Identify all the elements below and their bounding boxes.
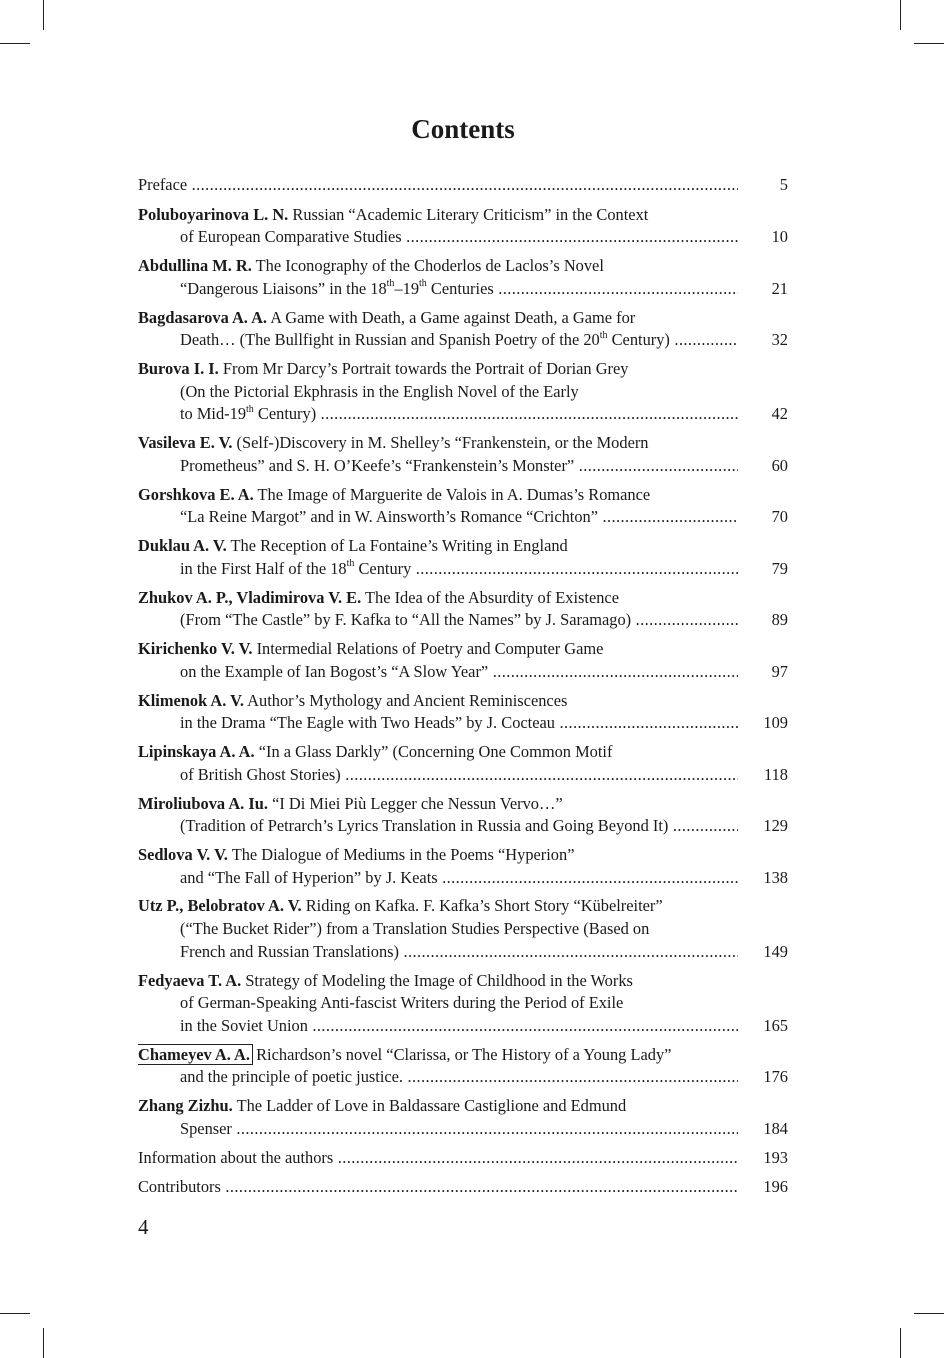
toc-entry-line: [138, 661, 738, 684]
toc-page-number: 42: [771, 404, 788, 424]
toc-title-text: From Mr Darcy’s Portrait towards the Portrait of Dorian Grey: [222, 359, 629, 379]
crop-mark: [0, 43, 30, 44]
toc-title-text: Spenser: [180, 1118, 232, 1138]
toc-entry[interactable]: [138, 587, 788, 632]
toc-entry-line: [138, 535, 738, 558]
toc-page-number: 89: [771, 610, 788, 630]
toc-author: Klimenok A. V.: [138, 690, 244, 710]
toc-page-number: 97: [771, 661, 788, 681]
toc-title-text: Richardson’s novel “Clarissa, or The History of a Young Lady”: [256, 1044, 672, 1064]
toc-title-text: Death… (The Bullfight in Russian and Spanish Poetry of the 20th Century): [180, 329, 670, 350]
toc-entry-line: [138, 867, 738, 890]
toc-entry-line: [138, 329, 738, 352]
toc-title-text: Strategy of Modeling the Image of Childhood in the Works: [245, 970, 633, 990]
toc-author: Bagdasarova A. A.: [138, 307, 268, 327]
page-title: Contents: [411, 114, 515, 144]
toc-entry-line: [138, 255, 738, 278]
toc-entry-line: [138, 381, 738, 404]
toc-title-text: The Image of Marguerite de Valois in A. Dumas’s Romance: [257, 484, 651, 504]
toc-title-text: “In a Glass Darkly” (Concerning One Common Motif: [258, 742, 613, 762]
toc-title-text: of European Comparative Studies: [180, 227, 402, 247]
toc-entry[interactable]: [138, 255, 788, 300]
toc-title-text: on the Example of Ian Bogost’s “A Slow Year”: [180, 661, 489, 681]
toc-entry-line: [138, 455, 738, 478]
toc-title-text: Riding on Kafka. F. Kafka’s Short Story “Kübelreiter”: [305, 896, 663, 916]
toc-entry[interactable]: [138, 1095, 788, 1140]
crop-mark: [43, 0, 44, 30]
toc-entry-line: [138, 793, 738, 816]
toc-title-text: “Dangerous Liaisons” in the 18th–19th Centuries: [180, 278, 494, 298]
toc-entry-line: [138, 1147, 738, 1170]
toc-entry[interactable]: [138, 484, 788, 529]
crop-mark: [0, 1313, 30, 1314]
toc-entry-line: [138, 278, 738, 301]
toc-entry-line: [138, 741, 738, 764]
toc-title-text: Contributors: [138, 1177, 221, 1197]
toc-page-number: 176: [763, 1067, 788, 1087]
toc-author: Utz P., Belobratov A. V.: [138, 896, 302, 916]
toc-entry[interactable]: [138, 535, 788, 580]
toc-entry[interactable]: [138, 895, 788, 963]
toc-entry[interactable]: [138, 690, 788, 735]
toc-author: Vasileva E. V.: [138, 433, 233, 453]
table-of-contents: [138, 174, 788, 1206]
toc-title-text: in the First Half of the 18th Century: [180, 558, 412, 578]
toc-page-number: 60: [771, 455, 788, 475]
crop-mark: [900, 0, 901, 30]
toc-page-number: 184: [763, 1118, 788, 1138]
toc-entry-line: [138, 587, 738, 610]
toc-author: Fedyaeva T. A.: [138, 970, 242, 990]
toc-entry-line: [138, 992, 738, 1015]
crop-mark: [914, 1313, 944, 1314]
toc-author: Burova I. I.: [138, 359, 219, 379]
toc-title-text: (From “The Castle” by F. Kafka to “All the Names” by J. Saramago): [180, 610, 632, 630]
toc-title-text: (Tradition of Petrarch’s Lyrics Translation in Russia and Going Beyond It): [180, 816, 669, 836]
toc-author: Zhang Zizhu.: [138, 1096, 233, 1116]
toc-entry-line: [138, 895, 738, 918]
crop-mark: [914, 43, 944, 44]
toc-page-number: 118: [764, 764, 788, 784]
toc-author: Lipinskaya A. A.: [138, 742, 255, 762]
toc-page-number: 165: [763, 1015, 788, 1035]
toc-title-text: The Reception of La Fontaine’s Writing in England: [230, 536, 568, 556]
toc-title-text: The Idea of the Absurdity of Existence: [365, 587, 619, 607]
crop-mark: [43, 1328, 44, 1358]
toc-entry[interactable]: [138, 844, 788, 889]
toc-author: Sedlova V. V.: [138, 845, 228, 864]
toc-title-text: A Game with Death, a Game against Death, a Game for: [270, 307, 636, 327]
toc-page-number: 129: [763, 816, 788, 836]
toc-title-text: to Mid-19th Century): [180, 403, 317, 424]
toc-title-text: in the Drama “The Eagle with Two Heads” by J. Cocteau: [180, 713, 555, 733]
toc-page-number: 149: [763, 941, 788, 961]
toc-title-text: “La Reine Margot” and in W. Ainsworth’s Romance “Crichton”: [180, 507, 599, 527]
toc-entry-line: [138, 609, 738, 632]
toc-entry[interactable]: [138, 970, 788, 1038]
toc-title-text: Information about the authors: [138, 1147, 334, 1167]
toc-entry-line: [138, 1015, 738, 1038]
toc-title-text: The Ladder of Love in Baldassare Castiglione and Edmund: [236, 1096, 627, 1116]
toc-entry-line: [138, 844, 738, 867]
toc-title-text: (“The Bucket Rider”) from a Translation Studies Perspective (Based on: [180, 919, 650, 939]
toc-author: Duklau A. V.: [138, 536, 227, 556]
toc-author: Kirichenko V. V.: [138, 639, 253, 659]
toc-title-text: “I Di Miei Più Legger che Nessun Vervo…”: [272, 793, 563, 813]
toc-entry-line: [138, 1095, 738, 1118]
toc-entry[interactable]: [138, 793, 788, 838]
toc-page-number: 70: [771, 507, 788, 527]
toc-title-text: Author’s Mythology and Ancient Reminiscences: [247, 690, 568, 710]
toc-entry-line: [138, 226, 738, 249]
toc-title-text: Russian “Academic Literary Criticism” in the Context: [292, 204, 649, 224]
toc-entry-line: [138, 432, 738, 455]
toc-title-text: of German-Speaking Anti-fascist Writers during the Period of Exile: [180, 993, 624, 1013]
toc-entry[interactable]: [138, 358, 788, 426]
toc-title-text: of British Ghost Stories): [180, 764, 341, 784]
toc-entry[interactable]: [138, 638, 788, 683]
toc-entry[interactable]: [138, 741, 788, 786]
toc-entry-line: [138, 358, 738, 381]
toc-page-number: 196: [763, 1177, 788, 1197]
toc-page-number: 21: [771, 278, 788, 298]
toc-entry-line: [138, 307, 738, 330]
toc-entry-line: [138, 403, 738, 426]
crop-mark: [900, 1328, 901, 1358]
toc-author: Gorshkova E. A.: [138, 484, 254, 504]
toc-entry-line: [138, 204, 738, 227]
toc-page-number: 32: [771, 330, 788, 350]
toc-entry-line: [138, 506, 738, 529]
toc-entry-line: [138, 690, 738, 713]
toc-title-text: The Dialogue of Mediums in the Poems “Hyperion”: [231, 845, 575, 864]
toc-entry[interactable]: [138, 1147, 788, 1170]
toc-entry[interactable]: [138, 1044, 788, 1089]
toc-entry[interactable]: [138, 307, 788, 352]
toc-entry[interactable]: [138, 174, 788, 197]
toc-entry-line: [138, 1066, 738, 1089]
toc-title-text: (Self-)Discovery in M. Shelley’s “Frankenstein, or the Modern: [236, 433, 649, 453]
toc-entry-line: [138, 558, 738, 581]
page-number: 4: [138, 1215, 149, 1239]
toc-entry-line: [138, 918, 738, 941]
toc-title-text: Preface: [138, 175, 188, 194]
toc-entry[interactable]: [138, 204, 788, 249]
toc-entry[interactable]: [138, 432, 788, 477]
toc-title-text: in the Soviet Union: [180, 1015, 308, 1035]
toc-entry-line: [138, 174, 738, 197]
toc-author: Chameyev A. A.: [138, 1044, 250, 1064]
toc-title-text: French and Russian Translations): [180, 941, 399, 961]
toc-page-number: 109: [763, 713, 788, 733]
toc-entry-line: [138, 484, 738, 507]
toc-page-number: 5: [779, 175, 788, 194]
toc-author: Miroliubova A. Iu.: [138, 793, 268, 813]
toc-entry-line: [138, 1176, 738, 1199]
toc-entry-line: [138, 941, 738, 964]
toc-title-text: and “The Fall of Hyperion” by J. Keats: [180, 867, 438, 887]
toc-page-number: 193: [763, 1147, 788, 1167]
toc-page-number: 138: [763, 867, 788, 887]
toc-page-number: 79: [771, 558, 788, 578]
toc-title-text: and the principle of poetic justice.: [180, 1067, 404, 1087]
toc-title-text: (On the Pictorial Ekphrasis in the English Novel of the Early: [180, 381, 579, 401]
toc-author: Zhukov A. P., Vladimirova V. E.: [138, 587, 362, 607]
toc-entry-line: [138, 1118, 738, 1141]
toc-entry-line: [138, 764, 738, 787]
toc-entry-line: [138, 1044, 738, 1067]
toc-entry-line: [138, 638, 738, 661]
toc-author: Abdullina M. R.: [138, 256, 252, 276]
toc-title-text: Prometheus” and S. H. O’Keefe’s “Frankenstein’s Monster”: [180, 455, 575, 475]
toc-author: Poluboyarinova L. N.: [138, 204, 289, 224]
toc-page-number: 10: [771, 227, 788, 247]
toc-entry-line: [138, 815, 738, 838]
toc-title-text: The Iconography of the Choderlos de Laclos’s Novel: [255, 256, 604, 276]
toc-entry-line: [138, 712, 738, 735]
toc-entry[interactable]: [138, 1176, 788, 1199]
toc-title-text: Intermedial Relations of Poetry and Computer Game: [256, 639, 604, 659]
toc-entry-line: [138, 970, 738, 993]
